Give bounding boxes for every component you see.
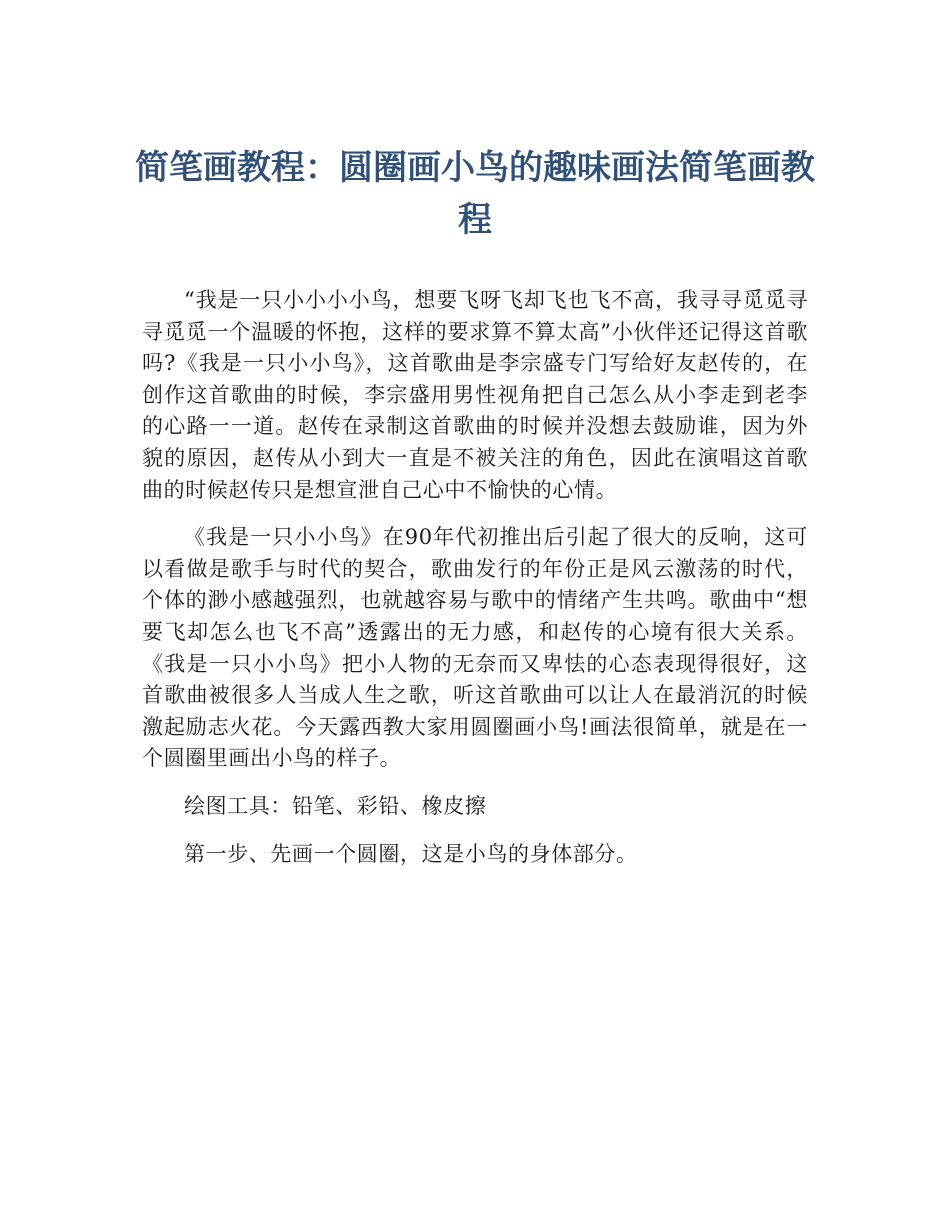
document-body (142, 285, 808, 886)
document-title: 简笔画教程：圆圈画小鸟的趣味画法简笔画教程 (135, 148, 815, 240)
paragraph-intro: “我是一只小小小小鸟，想要飞呀飞却飞也飞不高，我寻寻觅觅寻寻觅觅一个温暖的怀抱，这样的要求算不算太高”小伙伴还记得这首歌吗?《我是一只小小鸟》，这首歌曲是李宗盛专门写给好友赵传的，在创作这首歌曲的时候，李宗盛用男性视角把自己怎么从小李走到老李的心路一一道。赵传在录制这首歌曲的时候并没想去鼓励谁，因为外貌的原因，赵传从小到大一直是不被关注的角色，因此在演唱这首歌曲的时候赵传只是想宣泄自己心中不愉快的心情。 (142, 288, 808, 502)
paragraph-song-background: 《我是一只小小鸟》在90年代初推出后引起了很大的反响，这可以看做是歌手与时代的契合，歌曲发行的年份正是风云激荡的时代，个体的渺小感越强烈，也就越容易与歌中的情绪产生共鸣。歌曲中“想要飞却怎么也飞不高”透露出的无力感，和赵传的心境有很大关系。《我是一只小小鸟》把小人物的无奈而又卑怯的心态表现得很好，这首歌曲被很多人当成人生之歌，听这首歌曲可以让人在最消沉的时候激起励志火花。今天露西教大家用圆圈画小鸟!画法很简单，就是在一个圆圈里画出小鸟的样子。 (142, 525, 808, 771)
paragraph-tools: 绘图工具：铅笔、彩铅、橡皮擦 (184, 793, 487, 818)
paragraph-step-one: 第一步、先画一个圆圈，这是小鸟的身体部分。 (184, 841, 638, 866)
